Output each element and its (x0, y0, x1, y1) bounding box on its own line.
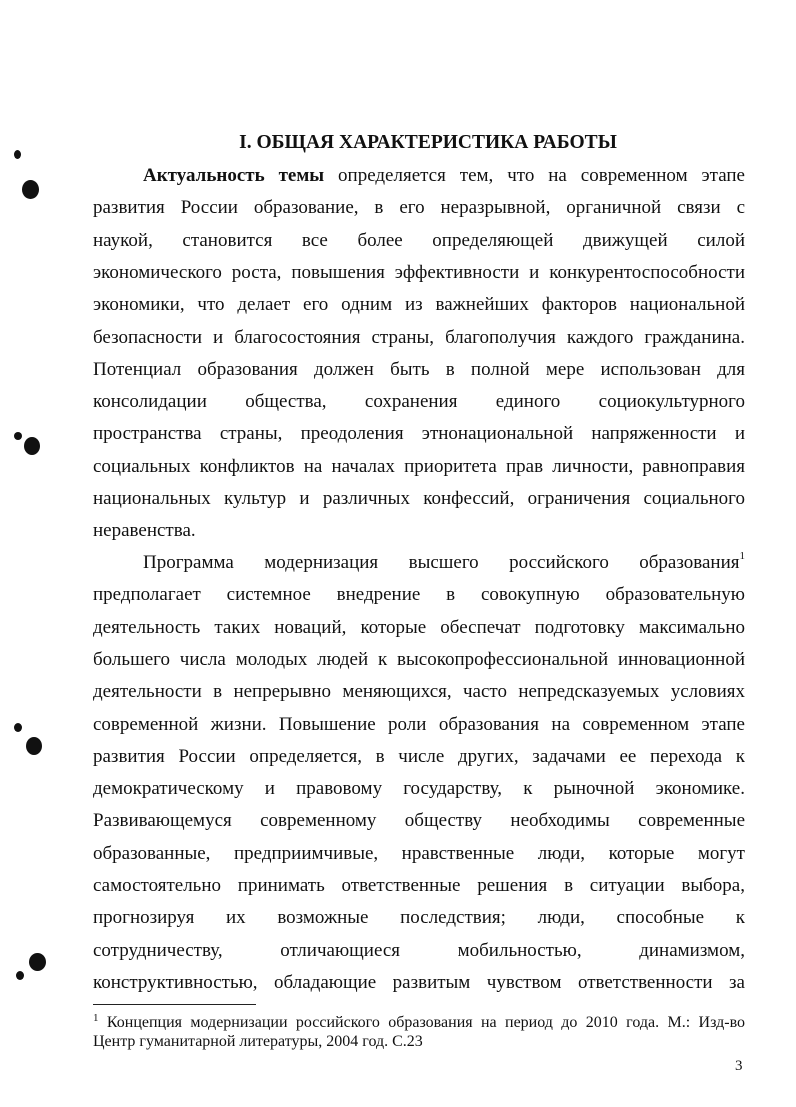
text-line (93, 519, 745, 543)
text: самостоятельно принимать ответственные решения в ситуации выбора, (93, 875, 745, 896)
text: прогнозируя их возможные последствия; люди, способные к (93, 907, 745, 928)
text-line (93, 229, 745, 253)
text-line (93, 842, 745, 866)
text: развития России образование, в его неразрывной, органичной связи с (93, 197, 745, 218)
text: предполагает системное внедрение в совокупную образовательную (93, 584, 745, 605)
text-line (93, 874, 745, 898)
text: сотрудничеству, отличающиеся мобильностью, динамизмом, (93, 940, 745, 961)
lead-phrase: Актуальность темы (143, 165, 325, 186)
punch-hole (24, 437, 40, 455)
text-line (93, 713, 745, 737)
text-line (93, 745, 745, 769)
text: Развивающемуся современному обществу необходимы современные (93, 810, 745, 831)
text-line (93, 906, 745, 930)
punch-hole (26, 737, 42, 755)
text: образованные, предприимчивые, нравственные люди, которые могут (93, 843, 745, 864)
text-line (143, 164, 745, 188)
text-line (93, 583, 745, 607)
text: социальных конфликтов на началах приоритета прав личности, равноправия (93, 456, 745, 477)
punch-hole (29, 953, 46, 971)
text: безопасности и благосостояния страны, благополучия каждого гражданина. (93, 327, 745, 348)
text: большего числа молодых людей к высокопрофессиональной инновационной (93, 649, 745, 670)
footnote-text: Концепция модернизации российского образования на период до 2010 года. М.: Изд-во (106, 1014, 746, 1031)
text: деятельность таких новаций, которые обеспечат подготовку максимально (93, 617, 745, 638)
text-line (93, 680, 745, 704)
text: экономического роста, повышения эффективности и конкурентоспособности (93, 262, 745, 283)
text: конструктивностью, обладающие развитым чувством ответственности за (93, 972, 745, 993)
scan-dot (14, 432, 22, 440)
text: консолидации общества, сохранения единого социокультурного (93, 391, 745, 412)
text: определяется тем, что на современном этапе (324, 165, 745, 186)
text-line (93, 196, 745, 220)
text: Потенциал образования должен быть в полной мере использован для (93, 359, 745, 380)
scan-dot (14, 723, 22, 732)
text-line (93, 971, 745, 995)
scan-dot (16, 971, 24, 980)
text-line (93, 777, 745, 801)
text: наукой, становится все более определяющей движущей силой (93, 230, 745, 251)
text-line (93, 616, 745, 640)
text: национальных культур и различных конфессий, ограничения социального (93, 488, 745, 509)
text-line (93, 939, 745, 963)
footnote-ref: 1 (739, 550, 745, 562)
text-line (93, 648, 745, 672)
text-line (93, 390, 745, 414)
text-line (93, 293, 745, 317)
text-line (143, 551, 745, 575)
text: демократическому и правовому государству, к рыночной экономике. (93, 778, 745, 799)
text-line (93, 261, 745, 285)
text: развития России определяется, в числе других, задачами ее перехода к (93, 746, 745, 767)
text: пространства страны, преодоления этнонациональной напряженности и (93, 423, 745, 444)
text-line (93, 455, 745, 479)
footnote-divider (93, 1004, 256, 1005)
section-title: I. ОБЩАЯ ХАРАКТЕРИСТИКА РАБОТЫ (239, 132, 617, 153)
text: экономики, что делает его одним из важнейших факторов национальной (93, 294, 745, 315)
text: неравенства. (93, 520, 196, 541)
footnote-line: Центр гуманитарной литературы, 2004 год. С.23 (93, 1033, 423, 1050)
footnote-line (93, 1013, 745, 1032)
text: Программа модернизация высшего российского образования (143, 552, 740, 573)
text-line (93, 809, 745, 833)
scan-dot (14, 150, 21, 159)
text-line (93, 487, 745, 511)
text: современной жизни. Повышение роли образования на современном этапе (93, 714, 745, 735)
text-line (93, 422, 745, 446)
text-line (93, 358, 745, 382)
punch-hole (22, 180, 39, 199)
text-line (93, 326, 745, 350)
footnote-mark: 1 (93, 1012, 99, 1024)
text: деятельности в непрерывно меняющихся, часто непредсказуемых условиях (93, 681, 745, 702)
page-number: 3 (735, 1058, 743, 1074)
